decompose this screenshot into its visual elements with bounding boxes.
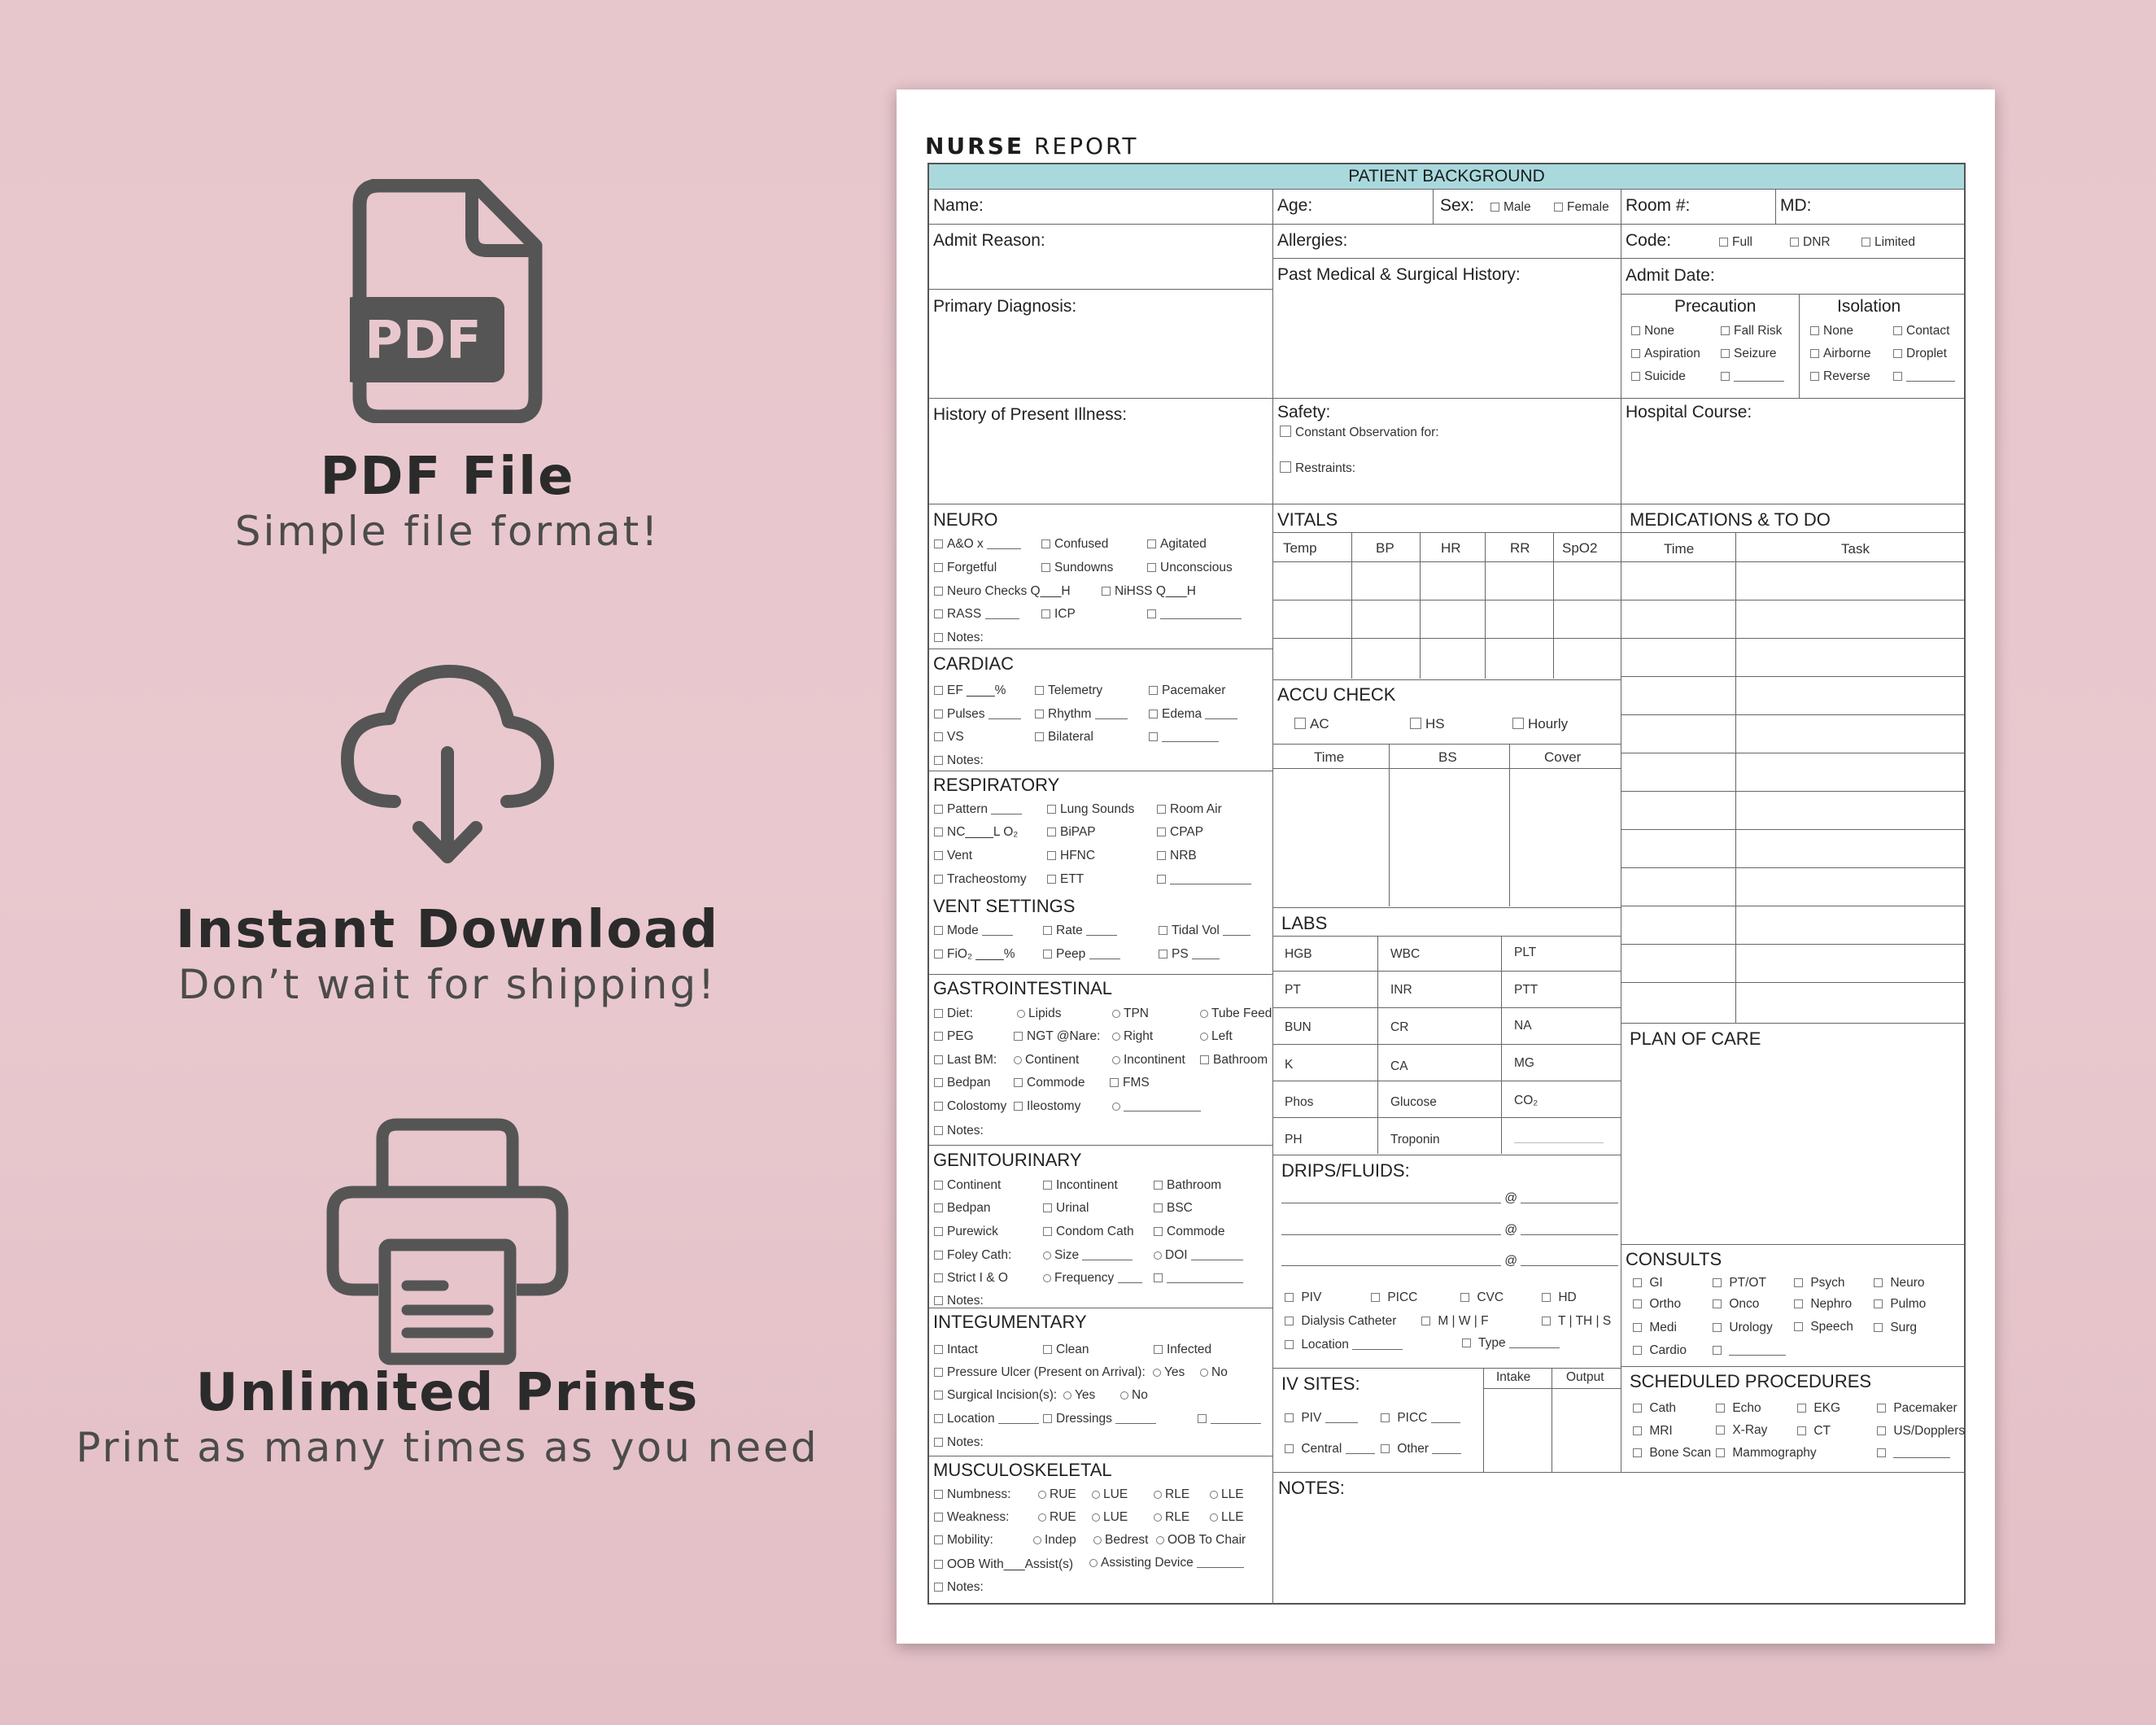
msk-mobility[interactable]: Mobility: <box>934 1533 993 1548</box>
proc-ekg[interactable]: EKG <box>1797 1401 1840 1416</box>
consult-other[interactable] <box>1713 1343 1786 1358</box>
proc-cath[interactable]: Cath <box>1633 1401 1676 1416</box>
download-subtitle: Don’t wait for shipping! <box>177 961 718 1008</box>
cardiac-notes[interactable]: Notes: <box>934 753 984 768</box>
code-full-checkbox[interactable]: Full <box>1719 235 1752 250</box>
gi-tpn[interactable]: TPN <box>1112 1007 1149 1021</box>
respiratory-section: RESPIRATORY Pattern Lung Sounds Room Air NC____L O₂ BiPAP CPAP Vent HFNC NRB Tracheostomy ETT VENT SETTINGS Mode Rate Tidal Vol FiO₂ ____% Peep PS <box>929 771 1273 975</box>
msk-weak-rue[interactable]: RUE <box>1038 1510 1076 1525</box>
integ-other[interactable] <box>1198 1412 1261 1426</box>
cardiac-rhythm[interactable]: Rhythm <box>1035 707 1128 722</box>
accu-hourly[interactable]: Hourly <box>1512 716 1568 732</box>
gi-lipids[interactable]: Lipids <box>1017 1007 1062 1021</box>
integ-intact[interactable]: Intact <box>934 1343 978 1357</box>
gu-incontinent[interactable]: Incontinent <box>1043 1178 1118 1193</box>
integ-location[interactable]: Location <box>934 1412 1039 1426</box>
gi-diet[interactable]: Diet: <box>934 1007 973 1021</box>
gi-commode[interactable]: Commode <box>1014 1076 1085 1090</box>
code-limited-checkbox[interactable]: Limited <box>1861 235 1915 250</box>
md-field[interactable]: MD: <box>1776 189 1964 225</box>
notes-section[interactable]: NOTES: <box>1278 1478 1345 1498</box>
hospital-course-field[interactable]: Hospital Course: <box>1621 399 1964 504</box>
access-type[interactable]: Type <box>1462 1336 1560 1351</box>
consult-urology[interactable]: Urology <box>1713 1321 1773 1335</box>
msk-numbness[interactable]: Numbness: <box>934 1487 1010 1502</box>
neuro-confused[interactable]: Confused <box>1041 537 1108 552</box>
integ-notes[interactable]: Notes: <box>934 1435 984 1450</box>
cardiac-bilateral[interactable]: Bilateral <box>1035 730 1093 745</box>
integ-pu-yes[interactable]: Yes <box>1153 1365 1185 1380</box>
integ-pressure-ulcer[interactable]: Pressure Ulcer (Present on Arrival): <box>934 1365 1146 1380</box>
gi-peg[interactable]: PEG <box>934 1029 974 1044</box>
msk-weak-rle[interactable]: RLE <box>1154 1510 1189 1525</box>
resp-lung-sounds[interactable]: Lung Sounds <box>1047 802 1134 817</box>
consult-ptot[interactable]: PT/OT <box>1713 1276 1766 1290</box>
proc-other[interactable] <box>1877 1446 1950 1461</box>
prec-other[interactable] <box>1721 369 1784 384</box>
pdf-subtitle: Simple file format! <box>234 508 661 555</box>
restraints-checkbox[interactable]: Restraints: <box>1280 461 1355 476</box>
drip-line-2[interactable]: @ <box>1281 1223 1618 1238</box>
consult-pulmo[interactable]: Pulmo <box>1874 1297 1926 1312</box>
drip-line-1[interactable]: @ <box>1281 1191 1618 1206</box>
msk-num-lue[interactable]: LUE <box>1092 1487 1128 1502</box>
msk-weakness[interactable]: Weakness: <box>934 1510 1009 1525</box>
consult-ortho[interactable]: Ortho <box>1633 1297 1681 1312</box>
vent-settings-title: VENT SETTINGS <box>933 896 1076 916</box>
resp-nrb[interactable]: NRB <box>1157 849 1197 863</box>
proc-mammography[interactable]: Mammography <box>1716 1446 1817 1461</box>
proc-bone-scan[interactable]: Bone Scan <box>1633 1446 1711 1461</box>
male-checkbox[interactable]: Male <box>1490 200 1531 215</box>
proc-us-dopplers[interactable]: US/Dopplers <box>1877 1424 1965 1439</box>
printer-icon <box>321 1115 574 1367</box>
msk-assisting-device[interactable]: Assisting Device <box>1089 1556 1244 1570</box>
vent-rate[interactable]: Rate <box>1043 924 1117 938</box>
drips-fluids-section: DRIPS/FLUIDS: @ @ @ PIV PICC CVC HD Dialysis Catheter M | W | F T | TH | S Location Type <box>1273 1155 1621 1369</box>
resp-pattern[interactable]: Pattern <box>934 802 1022 817</box>
svg-text:PDF: PDF <box>364 311 482 371</box>
cardiac-edema[interactable]: Edema <box>1149 707 1237 722</box>
past-history-field[interactable]: Past Medical & Surgical History: <box>1273 259 1621 399</box>
vent-mode[interactable]: Mode <box>934 924 1013 938</box>
labs-section: LABS HGB WBC PLT PT INR PTT BUN CR NA K CA MG Phos Glucose CO₂ PH Troponin <box>1273 908 1621 1155</box>
integ-infected[interactable]: Infected <box>1154 1343 1211 1357</box>
integumentary-section: INTEGUMENTARY Intact Clean Infected Pressure Ulcer (Present on Arrival): Yes No Surgical Incision(s): Yes No Location Dressings Notes: <box>929 1308 1273 1456</box>
gi-incontinent[interactable]: Incontinent <box>1112 1053 1185 1068</box>
hpi-field[interactable]: History of Present Illness: <box>929 399 1273 504</box>
precaution-isolation-box: Precaution Isolation None Fall Risk Aspiration Seizure Suicide None Contact Airborne Droplet Reverse <box>1621 295 1964 399</box>
msk-num-rle[interactable]: RLE <box>1154 1487 1189 1502</box>
cardiac-vs[interactable]: VS <box>934 730 964 745</box>
proc-mri[interactable]: MRI <box>1633 1424 1673 1439</box>
msk-oob-with-assist[interactable]: OOB With___Assist(s) <box>934 1557 1073 1572</box>
gu-commode[interactable]: Commode <box>1154 1225 1225 1239</box>
genitourinary-section: GENITOURINARY Continent Incontinent Bathroom Bedpan Urinal BSC Purewick Condom Cath Commode Foley Cath: Size DOI Strict I & O Frequency Notes: <box>929 1146 1273 1308</box>
integ-si-no[interactable]: No <box>1120 1388 1148 1403</box>
cardiac-other[interactable] <box>1149 730 1219 745</box>
gu-purewick[interactable]: Purewick <box>934 1225 998 1239</box>
integ-dressings[interactable]: Dressings <box>1043 1412 1156 1426</box>
proc-echo[interactable]: Echo <box>1716 1401 1761 1416</box>
iso-airborne[interactable]: Airborne <box>1810 347 1871 361</box>
integ-clean[interactable]: Clean <box>1043 1343 1089 1357</box>
consult-neuro[interactable]: Neuro <box>1874 1276 1925 1290</box>
iso-other[interactable] <box>1893 369 1955 384</box>
gi-tube-feed[interactable]: Tube Feed <box>1200 1007 1272 1021</box>
gu-frequency[interactable]: Frequency <box>1043 1271 1142 1286</box>
print-subtitle: Print as many times as you need <box>76 1424 819 1471</box>
gi-other[interactable] <box>1112 1099 1201 1114</box>
safety-field: Safety: Constant Observation for: Restraints: <box>1273 399 1621 504</box>
gu-size[interactable]: Size <box>1043 1248 1133 1263</box>
msk-bedrest[interactable]: Bedrest <box>1093 1533 1148 1548</box>
gu-condom-cath[interactable]: Condom Cath <box>1043 1225 1134 1239</box>
download-feature <box>33 663 862 1010</box>
integ-surgical-incision[interactable]: Surgical Incision(s): <box>934 1388 1057 1403</box>
neuro-ao[interactable]: A&O x <box>934 537 1021 552</box>
pdf-feature <box>33 179 862 557</box>
gi-left[interactable]: Left <box>1200 1029 1233 1044</box>
code-dnr-checkbox[interactable]: DNR <box>1790 235 1831 250</box>
msk-notes[interactable]: Notes: <box>934 1580 984 1595</box>
gi-last-bm[interactable]: Last BM: <box>934 1053 997 1068</box>
gi-colostomy[interactable]: Colostomy <box>934 1099 1006 1114</box>
document-title: NURSE REPORT <box>925 133 1139 159</box>
neuro-nihss[interactable]: NiHSS Q___H <box>1102 584 1196 599</box>
name-field[interactable]: Name: <box>929 189 1273 225</box>
admit-date-field[interactable]: Admit Date: <box>1621 259 1964 295</box>
allergies-field[interactable]: Allergies: <box>1273 225 1621 259</box>
resp-ett[interactable]: ETT <box>1047 872 1084 887</box>
gi-continent[interactable]: Continent <box>1014 1053 1079 1068</box>
dialysis-tths[interactable]: T | TH | S <box>1542 1314 1611 1329</box>
gu-continent[interactable]: Continent <box>934 1178 1001 1193</box>
resp-tracheostomy[interactable]: Tracheostomy <box>934 872 1027 887</box>
room-field[interactable]: Room #: <box>1621 189 1776 225</box>
access-picc[interactable]: PICC <box>1371 1290 1417 1305</box>
iso-none[interactable]: None <box>1810 324 1853 338</box>
proc-xray[interactable]: X-Ray <box>1716 1423 1767 1438</box>
access-hd[interactable]: HD <box>1542 1290 1577 1305</box>
msk-oob-chair[interactable]: OOB To Chair <box>1156 1533 1246 1548</box>
plan-of-care-section[interactable]: PLAN OF CARE <box>1621 1024 1964 1245</box>
gu-other[interactable] <box>1154 1271 1243 1286</box>
gi-bathroom[interactable]: Bathroom <box>1200 1053 1268 1068</box>
neuro-unconscious[interactable]: Unconscious <box>1147 561 1233 575</box>
prec-fall-risk[interactable]: Fall Risk <box>1721 324 1782 338</box>
access-dialysis-catheter[interactable]: Dialysis Catheter <box>1285 1314 1396 1329</box>
gi-bedpan[interactable]: Bedpan <box>934 1076 990 1090</box>
consult-speech[interactable]: Speech <box>1794 1320 1853 1334</box>
iv-sites-section: IV SITES: Intake Output PIV PICC Central Other <box>1273 1369 1621 1473</box>
resp-hfnc[interactable]: HFNC <box>1047 849 1095 863</box>
neuro-other[interactable] <box>1147 607 1242 622</box>
msk-num-rue[interactable]: RUE <box>1038 1487 1076 1502</box>
accu-check-section: ACCU CHECK AC HS Hourly Time BS Cover <box>1273 680 1621 908</box>
gi-ileostomy[interactable]: Ileostomy <box>1014 1099 1080 1114</box>
neuro-checks[interactable]: Neuro Checks Q___H <box>934 584 1071 599</box>
gu-notes[interactable]: Notes: <box>934 1294 984 1308</box>
accu-ac[interactable]: AC <box>1294 716 1329 732</box>
prec-aspiration[interactable]: Aspiration <box>1631 347 1700 361</box>
integ-si-yes[interactable]: Yes <box>1063 1388 1095 1403</box>
prec-none[interactable]: None <box>1631 324 1674 338</box>
code-field: Code: Full DNR Limited <box>1621 225 1964 259</box>
iv-picc[interactable]: PICC <box>1381 1411 1460 1426</box>
musculoskeletal-section: MUSCULOSKELETAL Numbness: RUE LUE RLE LLE Weakness: RUE LUE RLE LLE Mobility: Indep Bedrest OOB To Chair OOB With___Assist(s) Assisting Device Notes: <box>929 1456 1273 1605</box>
gu-foley[interactable]: Foley Cath: <box>934 1248 1011 1263</box>
resp-bipap[interactable]: BiPAP <box>1047 825 1096 840</box>
iv-central[interactable]: Central <box>1285 1442 1375 1456</box>
resp-vent[interactable]: Vent <box>934 849 972 863</box>
cardiac-pacemaker[interactable]: Pacemaker <box>1149 683 1225 698</box>
constant-observation-checkbox[interactable]: Constant Observation for: <box>1280 426 1439 440</box>
admit-reason-field[interactable]: Admit Reason: <box>929 225 1273 290</box>
cloud-download-icon <box>338 663 557 867</box>
gu-bathroom[interactable]: Bathroom <box>1154 1178 1221 1193</box>
female-checkbox[interactable]: Female <box>1554 200 1609 215</box>
dialysis-mwf[interactable]: M | W | F <box>1421 1314 1489 1329</box>
iv-piv[interactable]: PIV <box>1285 1411 1358 1426</box>
pdf-file-icon <box>350 179 545 423</box>
patient-background-band: PATIENT BACKGROUND <box>929 164 1964 190</box>
resp-other[interactable] <box>1157 872 1251 887</box>
iso-reverse[interactable]: Reverse <box>1810 369 1870 384</box>
proc-pacemaker[interactable]: Pacemaker <box>1877 1401 1957 1416</box>
consults-section: CONSULTS GI PT/OT Psych Neuro Ortho Onco Nephro Pulmo Medi Urology Speech Surg Cardio <box>1621 1245 1964 1367</box>
msk-num-lle[interactable]: LLE <box>1210 1487 1244 1502</box>
pdf-title: PDF File <box>320 447 575 507</box>
neuro-notes[interactable]: Notes: <box>934 631 984 645</box>
consult-onco[interactable]: Onco <box>1713 1297 1759 1312</box>
primary-diagnosis-field[interactable]: Primary Diagnosis: <box>929 290 1273 399</box>
gi-ngt[interactable]: NGT @Nare: <box>1014 1029 1100 1044</box>
msk-indep[interactable]: Indep <box>1033 1533 1076 1548</box>
gi-right[interactable]: Right <box>1112 1029 1153 1044</box>
msk-weak-lue[interactable]: LUE <box>1092 1510 1128 1525</box>
consult-gi[interactable]: GI <box>1633 1276 1663 1290</box>
print-title: Unlimited Prints <box>195 1363 700 1423</box>
iv-other[interactable]: Other <box>1381 1442 1461 1456</box>
vent-tidal-vol[interactable]: Tidal Vol <box>1159 924 1250 938</box>
access-piv[interactable]: PIV <box>1285 1290 1321 1305</box>
gi-fms[interactable]: FMS <box>1110 1076 1150 1090</box>
nurse-report-sheet <box>897 90 1995 1644</box>
medications-todo-section: MEDICATIONS & TO DO Time Task <box>1621 504 1964 1024</box>
scheduled-procedures-section: SCHEDULED PROCEDURES Cath Echo EKG Pacemaker MRI X-Ray CT US/Dopplers Bone Scan Mammography <box>1621 1367 1964 1473</box>
consult-medi[interactable]: Medi <box>1633 1321 1677 1335</box>
prec-seizure[interactable]: Seizure <box>1721 347 1777 361</box>
resp-cpap[interactable]: CPAP <box>1157 825 1203 840</box>
cardiac-telemetry[interactable]: Telemetry <box>1035 683 1102 698</box>
integ-pu-no[interactable]: No <box>1200 1365 1228 1380</box>
vent-peep[interactable]: Peep <box>1043 947 1120 962</box>
cardiac-section: CARDIAC EF ____% Telemetry Pacemaker Pulses Rhythm Edema VS Bilateral Notes: <box>929 649 1273 771</box>
accu-hs[interactable]: HS <box>1410 716 1445 732</box>
neuro-icp[interactable]: ICP <box>1041 607 1076 622</box>
age-field[interactable]: Age: <box>1273 189 1434 225</box>
vent-ps[interactable]: PS <box>1159 947 1220 962</box>
gu-bsc[interactable]: BSC <box>1154 1201 1193 1216</box>
neuro-rass[interactable]: RASS <box>934 607 1019 622</box>
neuro-sundowns[interactable]: Sundowns <box>1041 561 1113 575</box>
resp-room-air[interactable]: Room Air <box>1157 802 1222 817</box>
gi-notes[interactable]: Notes: <box>934 1124 984 1138</box>
cardiac-pulses[interactable]: Pulses <box>934 707 1021 722</box>
drip-line-3[interactable]: @ <box>1281 1254 1618 1269</box>
consult-psych[interactable]: Psych <box>1794 1276 1845 1290</box>
consult-surg[interactable]: Surg <box>1874 1321 1917 1335</box>
iso-droplet[interactable]: Droplet <box>1893 347 1947 361</box>
sex-field: Sex: Male Female <box>1434 189 1621 225</box>
vent-fio2[interactable]: FiO₂ ____% <box>934 947 1015 962</box>
gu-bedpan[interactable]: Bedpan <box>934 1201 990 1216</box>
report-grid <box>927 163 1966 1605</box>
neuro-forgetful[interactable]: Forgetful <box>934 561 997 575</box>
gu-strict-io[interactable]: Strict I & O <box>934 1271 1008 1286</box>
msk-weak-lle[interactable]: LLE <box>1210 1510 1244 1525</box>
consult-nephro[interactable]: Nephro <box>1794 1297 1852 1312</box>
gu-urinal[interactable]: Urinal <box>1043 1201 1089 1216</box>
download-title: Instant Download <box>175 900 720 960</box>
consult-cardio[interactable]: Cardio <box>1633 1343 1687 1358</box>
iso-contact[interactable]: Contact <box>1893 324 1949 338</box>
access-cvc[interactable]: CVC <box>1460 1290 1504 1305</box>
gu-doi[interactable]: DOI <box>1154 1248 1243 1263</box>
prec-suicide[interactable]: Suicide <box>1631 369 1686 384</box>
resp-nc[interactable]: NC____L O₂ <box>934 825 1018 840</box>
vitals-section: VITALS Temp BP HR RR SpO2 <box>1273 504 1621 680</box>
neuro-agitated[interactable]: Agitated <box>1147 537 1207 552</box>
cardiac-ef[interactable]: EF ____% <box>934 683 1006 698</box>
proc-ct[interactable]: CT <box>1797 1424 1831 1439</box>
neuro-section: NEURO A&O x Confused Agitated Forgetful Sundowns Unconscious Neuro Checks Q___H NiHSS Q___H RASS ICP Notes: <box>929 504 1273 649</box>
gastrointestinal-section: GASTROINTESTINAL Diet: Lipids TPN Tube Feed PEG NGT @Nare: Right Left Last BM: Continent Incontinent Bathroom Bedpan Commode FMS Colostomy Ileostomy Notes: <box>929 975 1273 1146</box>
access-location[interactable]: Location <box>1285 1338 1403 1352</box>
print-feature <box>33 1115 862 1473</box>
